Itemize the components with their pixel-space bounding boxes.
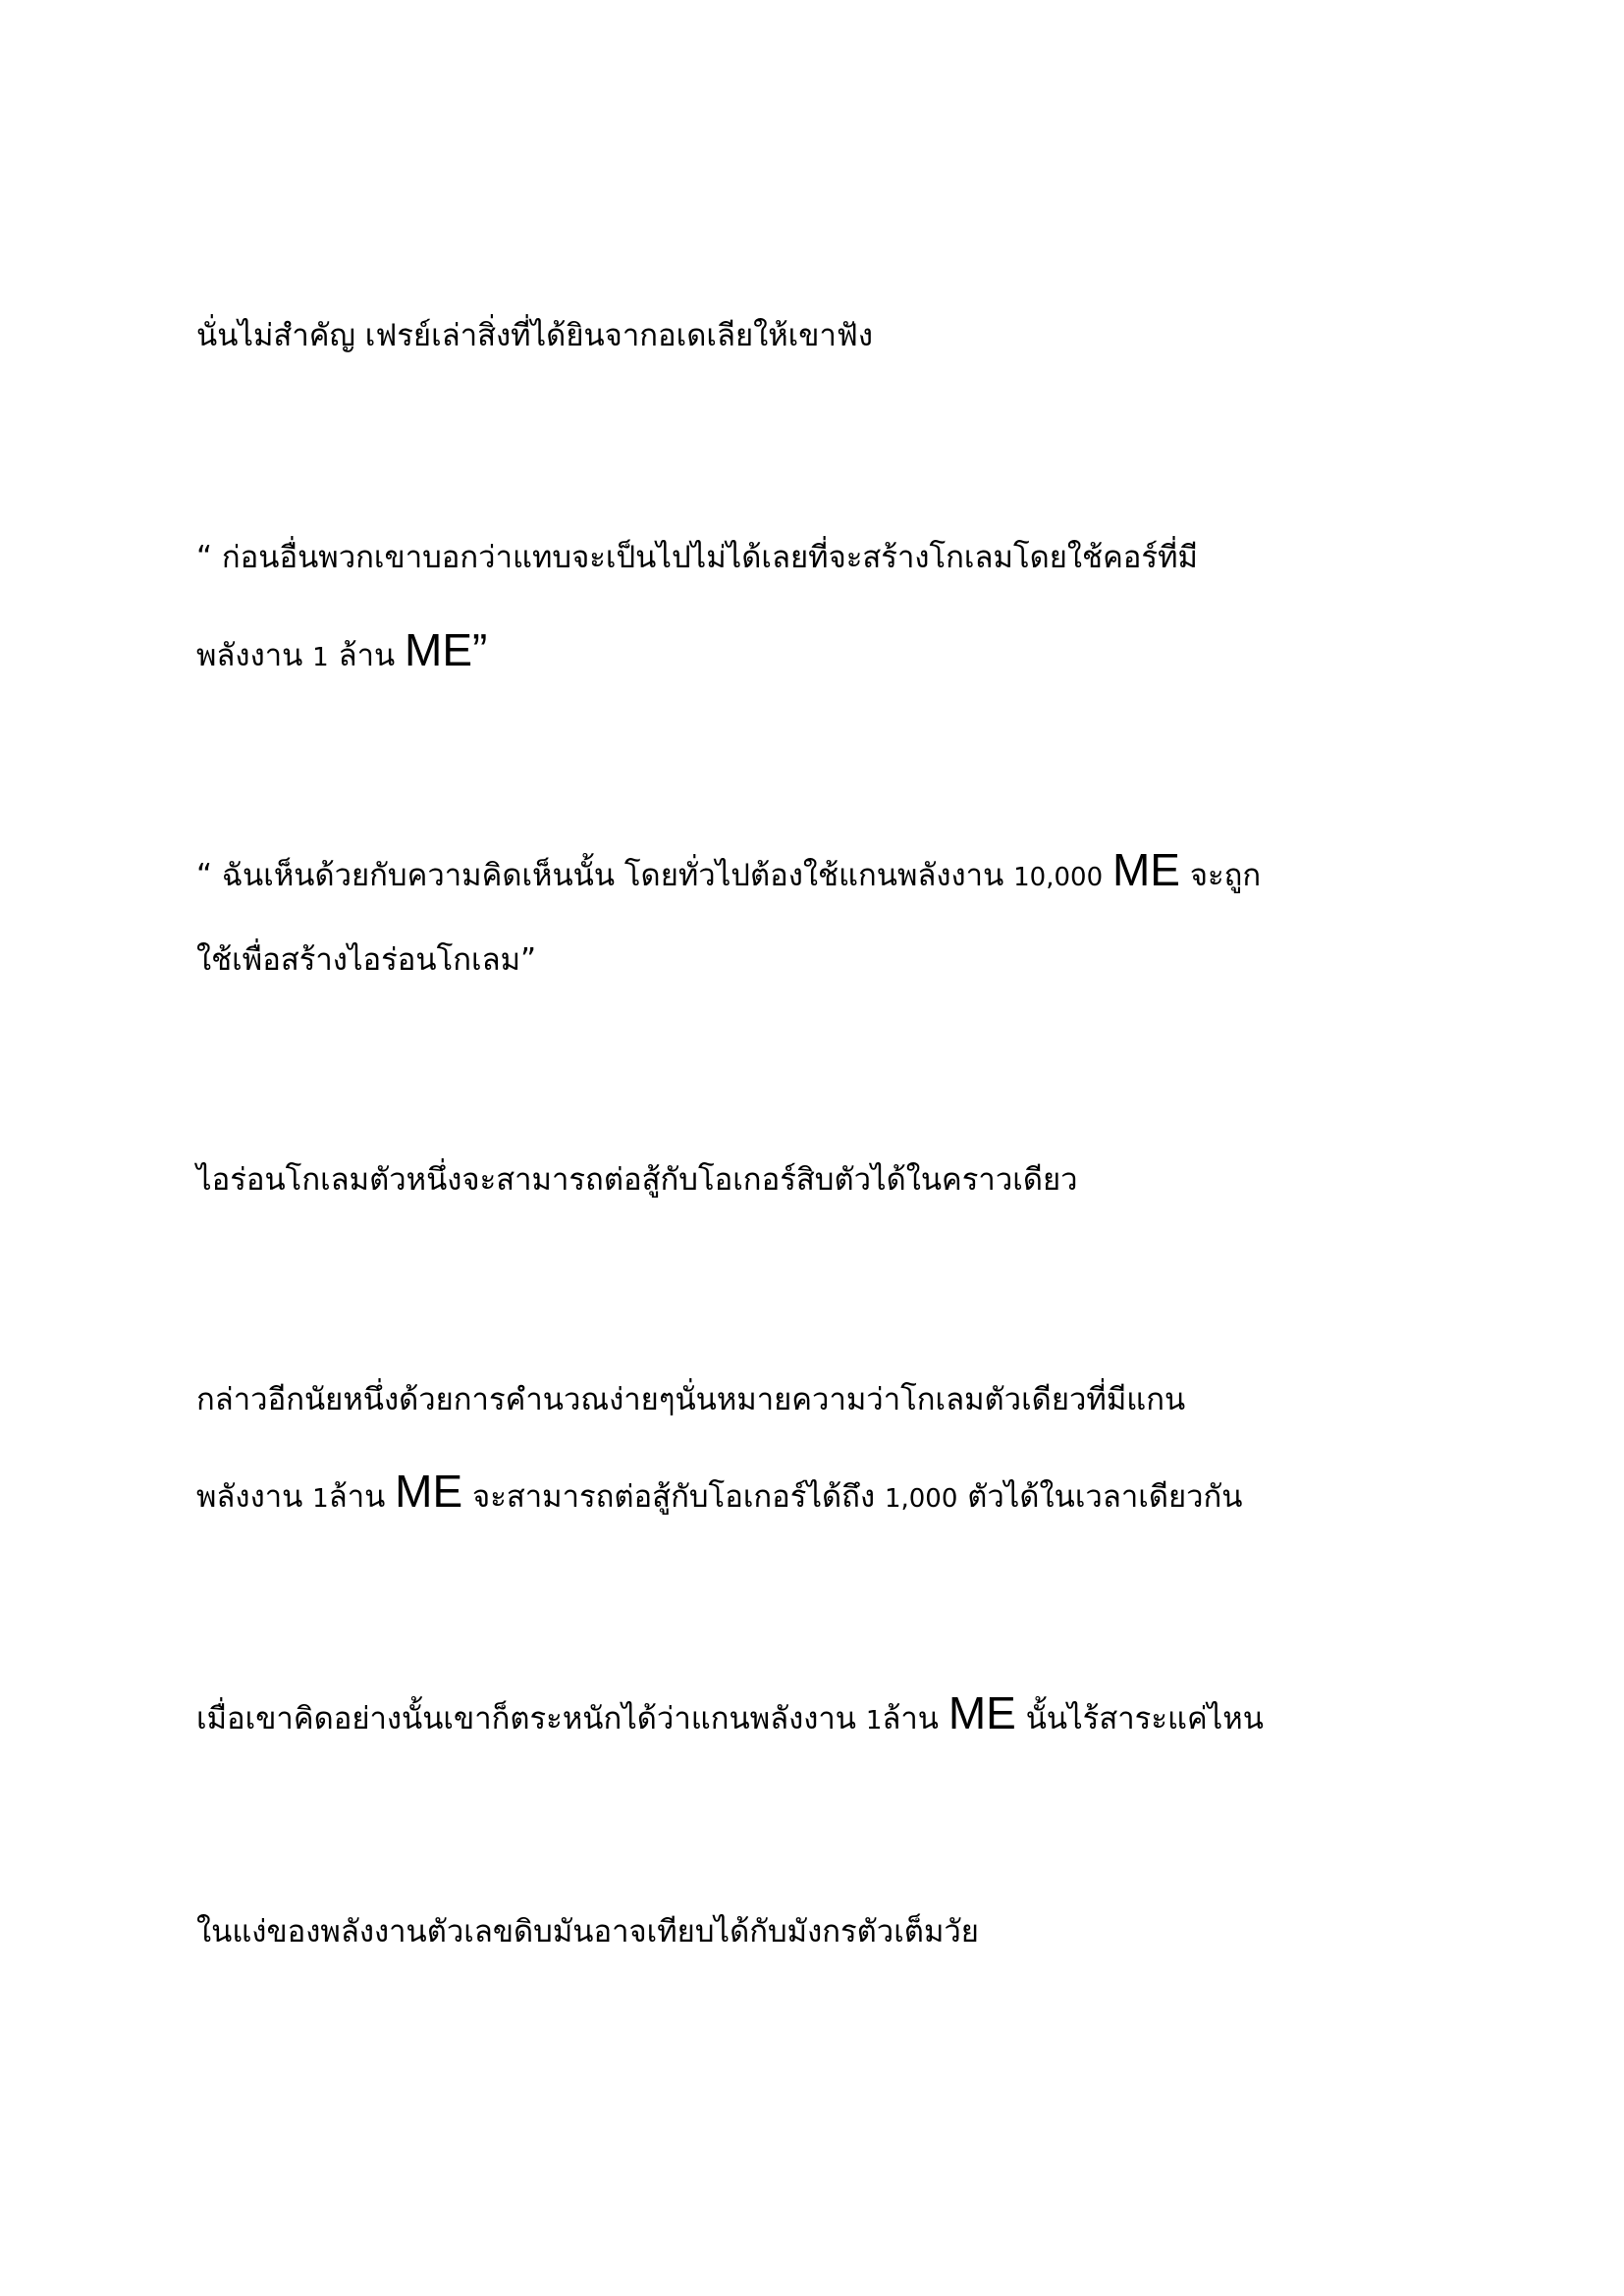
unit-run: ME [1111, 844, 1180, 895]
paragraph-7-line-1 [196, 1912, 979, 1951]
paragraph-6-line-1 [196, 1687, 1264, 1740]
text-run: กล่าวอีกนัยหนึ่งด้วยการคำนวณง่ายๆนั่นหมายความว่าโกเลมตัวเดียวที่มีแกน [196, 1382, 1186, 1417]
text-run: “ ก่อนอื่นพวกเขาบอกว่าแทบจะเป็นไปไม่ได้เลยที่จะสร้างโกเลมโดยใช้คอร์ที่มี [196, 540, 1198, 575]
numeral-run: 1 [312, 1484, 329, 1514]
numeral-run: 1,000 [884, 1484, 958, 1514]
unit-run: ME [395, 1466, 463, 1517]
text-run: ใช้เพื่อสร้างไอร่อนโกเลม” [196, 942, 537, 978]
paragraph-1-line-1 [196, 316, 873, 355]
numeral-run: 1 [865, 1706, 883, 1735]
numeral-run: 10,000 [1013, 863, 1104, 892]
text-run: พลังงาน [196, 1479, 313, 1515]
text-run: ไอร่อนโกเลมตัวหนึ่งจะสามารถต่อสู้กับโอเกอร์สิบตัวได้ในคราวเดียว [196, 1162, 1078, 1198]
unit-run: ME” [405, 624, 488, 675]
paragraph-3-line-1 [196, 844, 1262, 897]
text-run: ล้าน [882, 1701, 948, 1736]
paragraph-5-line-2 [196, 1466, 1243, 1519]
text-run: นั่นไม่สำคัญ เฟรย์เล่าสิ่งที่ได้ยินจากอเดเลียให้เขาฟัง [196, 318, 873, 353]
text-run: จะสามารถต่อสู้กับโอเกอร์ได้ถึง [462, 1479, 885, 1515]
text-run: “ ฉันเห็นด้วยกับความคิดเห็นนั้น โดยทั่วไปต้องใช้แกนพลังงาน [196, 858, 1014, 893]
numeral-run: 1 [312, 643, 329, 672]
text-run: ล้าน [328, 638, 406, 673]
text-run: ตัวได้ในเวลาเดียวกัน [957, 1479, 1243, 1515]
text-run: พลังงาน [196, 638, 313, 673]
text-run: ในแง่ของพลังงานตัวเลขดิบมันอาจเทียบได้กับมังกรตัวเต็มวัย [196, 1914, 979, 1949]
paragraph-4-line-1 [196, 1160, 1078, 1200]
paragraph-5-line-1 [196, 1380, 1185, 1419]
text-run: เมื่อเขาคิดอย่างนั้นเขาก็ตระหนักได้ว่าแกนพลังงาน [196, 1701, 866, 1736]
paragraph-2-line-2 [196, 624, 488, 677]
text-run: นั้นไร้สาระแค่ไหน [1015, 1701, 1264, 1736]
text-run [1103, 858, 1112, 893]
text-run: จะถูก [1179, 858, 1262, 893]
text-run: ล้าน [328, 1479, 396, 1515]
paragraph-3-line-2 [196, 940, 536, 980]
paragraph-2-line-1 [196, 538, 1198, 577]
unit-run: ME [947, 1687, 1016, 1738]
